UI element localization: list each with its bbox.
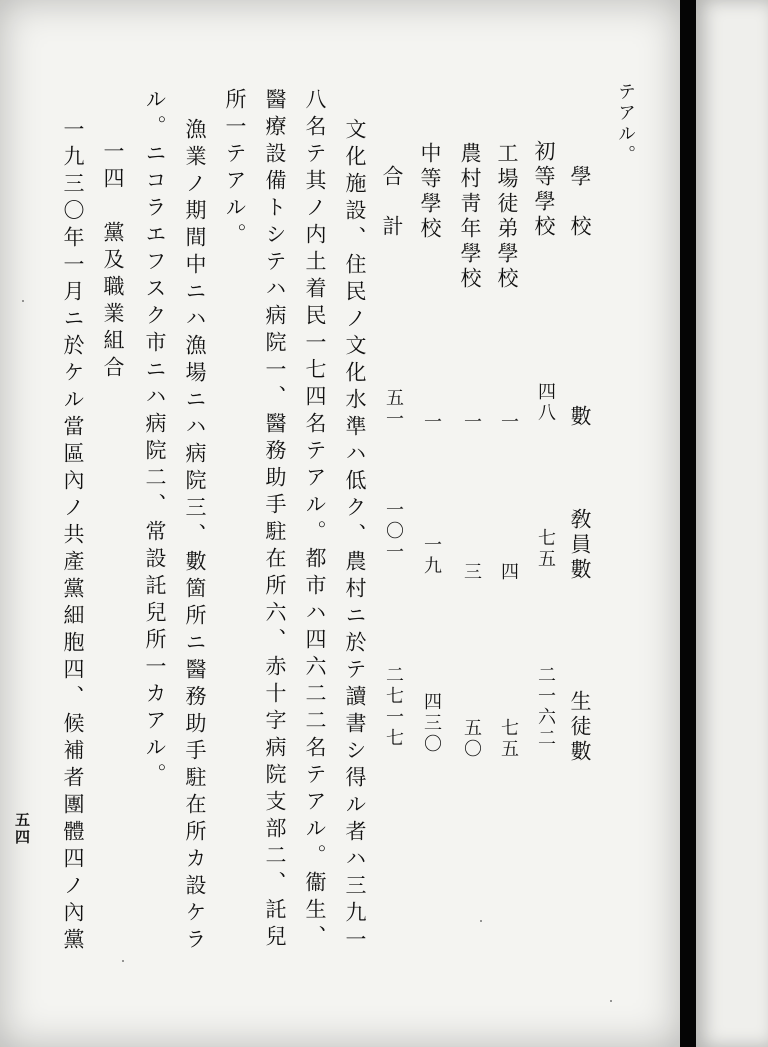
text-line: ル。ニコラエフスク市ニハ病院二、常設託兒所一カアル。 <box>143 88 167 790</box>
table-row-students: 五〇 <box>461 718 482 760</box>
table-header-teachers: 敎員數 <box>568 508 592 583</box>
table-total-count: 五一 <box>383 388 404 430</box>
table-header-count: 數 <box>568 405 592 430</box>
text-line: 文化施設、住民ノ文化水準ハ低ク、農村ニ於テ讀書シ得ル者ハ三九一 <box>343 118 367 955</box>
page-gutter <box>680 0 696 1047</box>
table-row-count: 一 <box>461 412 482 433</box>
table-row-count: 一 <box>421 412 442 433</box>
paper-speck <box>480 920 482 922</box>
text-line-top: テアル。 <box>615 82 636 166</box>
table-row-teachers: 一九 <box>421 535 442 577</box>
table-row-teachers: 七五 <box>535 528 556 570</box>
paper-speck <box>610 1000 612 1002</box>
table-row-students: 四三〇 <box>421 692 442 755</box>
section-heading: 一四 黨及職業組合 <box>101 140 125 383</box>
table-row-name: 初等學校 <box>532 140 556 240</box>
text-line: 一九三〇年一月ニ於ケル當區內ノ共產黨細胞四、候補者團體四ノ內黨 <box>61 118 85 955</box>
table-total-label: 合 計 <box>380 165 404 240</box>
table-header-school: 學 校 <box>568 165 592 240</box>
table-row-students: 七五 <box>498 718 519 760</box>
paper-speck <box>122 960 124 962</box>
table-row-name: 工場徒弟學校 <box>495 142 519 292</box>
table-row-count: 一 <box>498 412 519 433</box>
table-row-name: 農村靑年學校 <box>458 142 482 292</box>
table-row-students: 二一六二 <box>535 665 556 749</box>
table-header-students: 生徒數 <box>568 690 592 765</box>
page-number: 五四 <box>13 812 31 846</box>
text-line: 所一テアル。 <box>223 88 247 250</box>
table-row-teachers: 四 <box>498 562 519 583</box>
table-row-count: 四八 <box>535 382 556 424</box>
text-line: 醫療設備トシテハ病院一、醫務助手駐在所六、赤十字病院支部二、託兒 <box>263 88 287 952</box>
table-row-name: 中等學校 <box>418 142 442 242</box>
table-total-students: 二七一七 <box>383 665 404 749</box>
text-line: 八名テ其ノ内土着民一七四名テアル。都市ハ四六二二名テアル。衞生、 <box>303 88 327 952</box>
paper-speck <box>22 300 24 302</box>
facing-page <box>696 0 768 1047</box>
table-row-teachers: 三 <box>461 562 482 583</box>
text-line: 漁業ノ期間中ニハ漁場ニハ病院三、數箇所ニ醫務助手駐在所カ設ケラ <box>183 118 207 955</box>
table-total-teachers: 一〇一 <box>383 500 404 563</box>
